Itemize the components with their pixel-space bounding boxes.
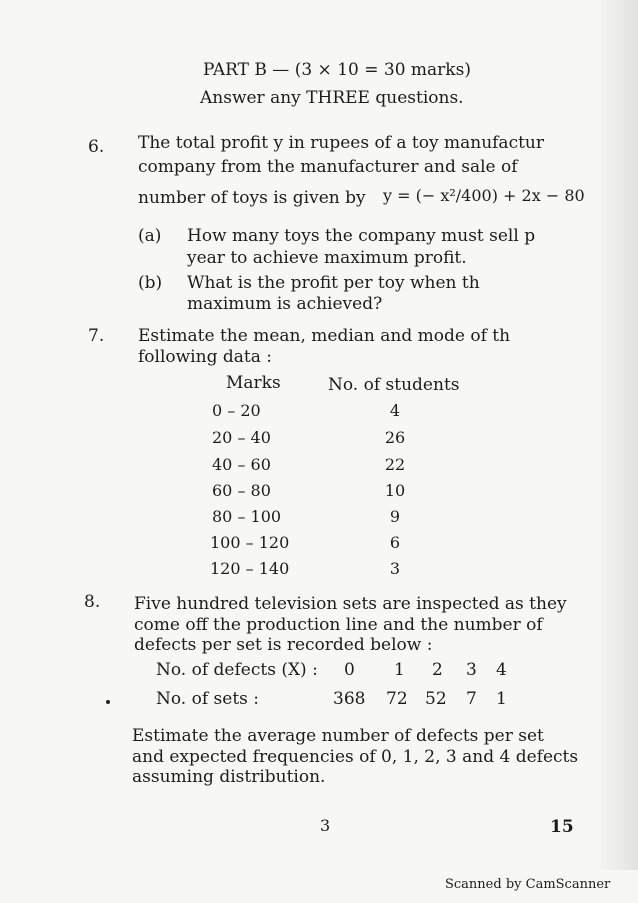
table-cell: 9 xyxy=(389,507,401,526)
table-cell: 10 xyxy=(384,481,406,500)
question-6-line-1: The total profit y in rupees of a toy manufactur xyxy=(138,133,544,153)
table-row: 0 – 20 xyxy=(212,401,261,420)
instruction-line: Answer any THREE questions. xyxy=(200,88,464,108)
table-cell: 6 xyxy=(389,533,401,552)
sets-value: 368 xyxy=(333,689,366,709)
defects-value: 3 xyxy=(466,660,477,680)
question-7-line-1: Estimate the mean, median and mode of th xyxy=(138,326,511,346)
question-6-number: 6. xyxy=(88,137,105,157)
question-7-number: 7. xyxy=(88,326,105,346)
table-cell: 22 xyxy=(384,455,406,474)
table-row: 120 – 140 xyxy=(210,559,290,578)
table-row: 40 – 60 xyxy=(212,455,271,474)
question-6a-line-1: How many toys the company must sell p xyxy=(187,226,536,246)
question-7-line-2: following data : xyxy=(138,347,272,367)
defects-value: 4 xyxy=(496,660,507,680)
defects-value: 0 xyxy=(344,660,355,680)
question-6b-line-1: What is the profit per toy when th xyxy=(187,273,480,293)
question-6a-line-2: year to achieve maximum profit. xyxy=(187,248,467,268)
question-8-line-3: defects per set is recorded below : xyxy=(134,635,433,655)
question-6a-label: (a) xyxy=(138,226,162,246)
scanner-watermark: Scanned by CamScanner xyxy=(445,877,611,892)
question-8-line-1: Five hundred television sets are inspected as they xyxy=(134,594,567,614)
sets-value: 52 xyxy=(425,689,447,709)
table-cell: 26 xyxy=(384,428,406,447)
defects-value: 2 xyxy=(432,660,443,680)
question-6b-line-2: maximum is achieved? xyxy=(187,294,383,314)
question-8-tail-1: Estimate the average number of defects per set xyxy=(132,726,544,746)
defects-label: No. of defects (X) : xyxy=(156,660,318,680)
sets-value: 1 xyxy=(496,689,507,709)
part-heading: PART B — (3 × 10 = 30 marks) xyxy=(203,60,471,80)
sets-label: No. of sets : xyxy=(156,689,260,709)
marks-header: Marks xyxy=(226,373,281,393)
table-cell: 3 xyxy=(389,559,401,578)
question-6-line-2: company from the manufacturer and sale of xyxy=(138,157,518,177)
question-6-line-3: number of toys is given by xyxy=(138,188,366,208)
question-8-number: 8. xyxy=(84,592,101,612)
table-row: 100 – 120 xyxy=(210,533,290,552)
table-row: 60 – 80 xyxy=(212,481,271,500)
table-row: 80 – 100 xyxy=(212,507,282,526)
question-8-line-2: come off the production line and the number of xyxy=(134,615,543,635)
profit-formula: y = (− x²/400) + 2x − 80 xyxy=(383,186,585,205)
bullet-mark xyxy=(106,700,110,704)
question-8-tail-3: assuming distribution. xyxy=(132,767,326,787)
table-row: 20 – 40 xyxy=(212,428,271,447)
paper-code: 15 xyxy=(550,817,574,837)
page-number: 3 xyxy=(320,816,331,835)
page-edge-shadow xyxy=(600,0,638,870)
sets-value: 7 xyxy=(466,689,477,709)
students-header: No. of students xyxy=(328,375,460,395)
table-cell: 4 xyxy=(389,401,401,420)
defects-value: 1 xyxy=(394,660,405,680)
question-6b-label: (b) xyxy=(138,273,163,293)
sets-value: 72 xyxy=(386,689,408,709)
question-8-tail-2: and expected frequencies of 0, 1, 2, 3 and 4 defects xyxy=(132,747,579,767)
